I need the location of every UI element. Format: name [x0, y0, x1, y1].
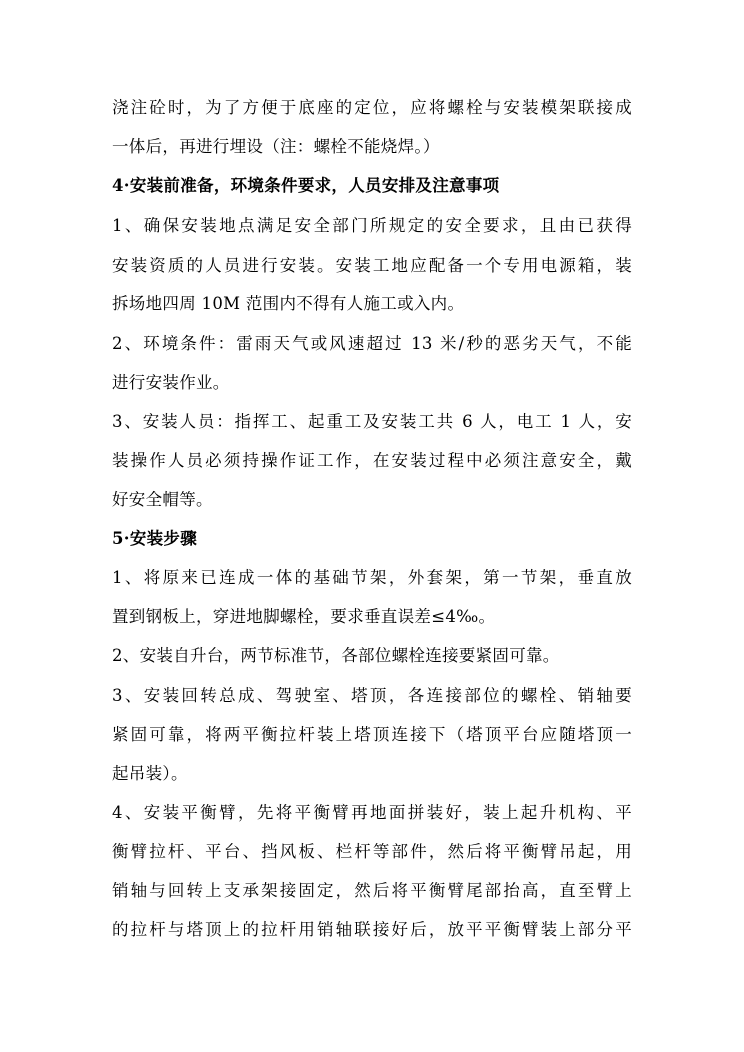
text-line: 2、环境条件：雷雨天气或风速超过 13 米/秒的恶劣天气，不能 [112, 334, 632, 353]
text-line: 一体后，再进行埋设（注：螺栓不能烧焊。） [112, 137, 440, 156]
text-line: 拆场地四周 10M 范围内不得有人施工或入内。 [112, 294, 465, 313]
text-line: 销轴与回转上支承架接固定，然后将平衡臂尾部抬高，直至臂上 [112, 881, 632, 900]
text-line: 3、安装回转总成、驾驶室、塔顶，各连接部位的螺栓、销轴要 [112, 686, 632, 705]
text-line: 进行安装作业。 [112, 373, 230, 392]
text-line: 好安全帽等。 [112, 490, 213, 509]
text-line: 3、安装人员：指挥工、起重工及安装工共 6 人，电工 1 人，安 [112, 412, 632, 431]
section-heading: 5·安装步骤 [112, 529, 198, 548]
section-heading: 4·安装前准备，环境条件要求，人员安排及注意事项 [112, 176, 500, 195]
text-line: 的拉杆与塔顶上的拉杆用销轴联接好后，放平平衡臂装上部分平 [112, 920, 632, 939]
text-line: 1、确保安装地点满足安全部门所规定的安全要求，且由已获得 [112, 216, 632, 235]
text-line: 起吊装）。 [112, 764, 188, 783]
text-line: 衡臂拉杆、平台、挡风板、栏杆等部件，然后将平衡臂吊起，用 [112, 842, 632, 861]
text-line: 1、将原来已连成一体的基础节架，外套架，第一节架，垂直放 [112, 568, 632, 587]
text-line: 紧固可靠，将两平衡拉杆装上塔顶连接下（塔顶平台应随塔顶一 [112, 725, 632, 744]
text-line: 2、安装自升台，两节标准节，各部位螺栓连接要紧固可靠。 [112, 646, 560, 665]
text-line: 浇注砼时，为了方便于底座的定位，应将螺栓与安装模架联接成 [112, 98, 632, 117]
text-line: 4、安装平衡臂，先将平衡臂再地面拼装好，装上起升机构、平 [112, 803, 632, 822]
text-line: 安装资质的人员进行安装。安装工地应配备一个专用电源箱，装 [112, 256, 632, 275]
text-line: 装操作人员必须持操作证工作，在安装过程中必须注意安全，戴 [112, 451, 632, 470]
text-line: 置到钢板上，穿进地脚螺栓，要求垂直误差≤4‰。 [112, 607, 496, 626]
